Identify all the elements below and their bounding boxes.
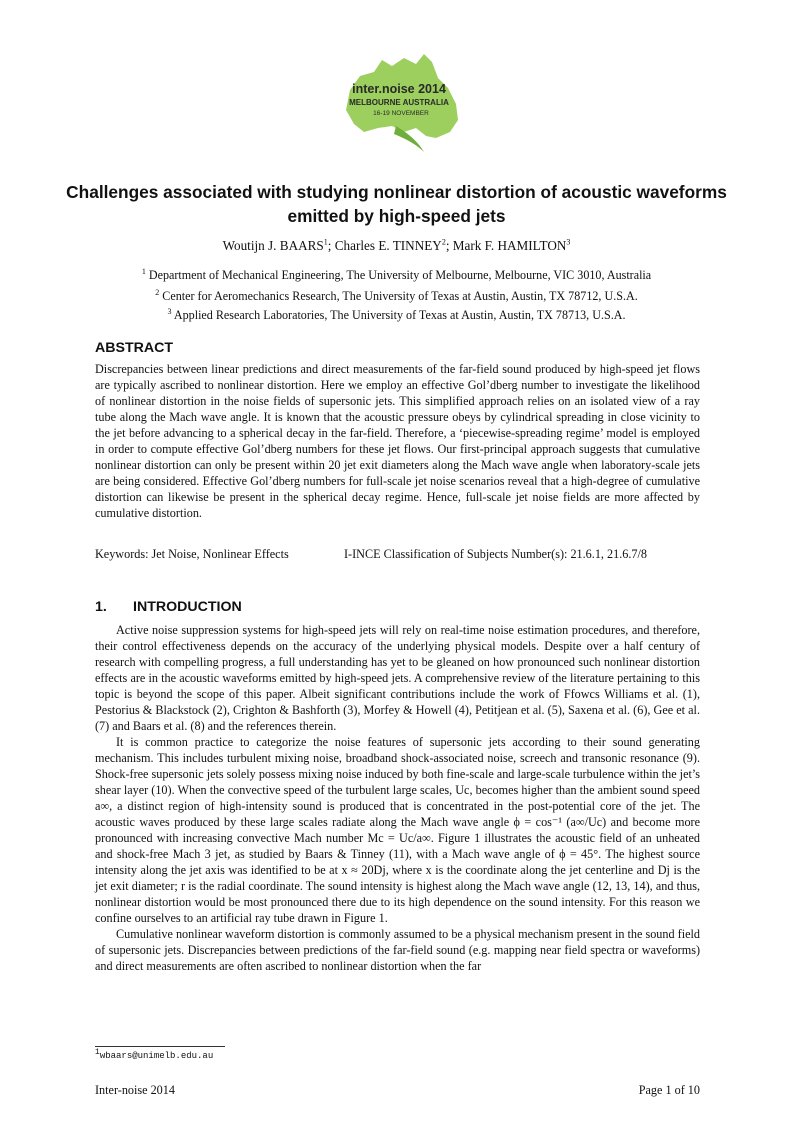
footer-conference: Inter-noise 2014: [95, 1083, 175, 1097]
author-name: Woutijn J. BAARS: [222, 238, 324, 253]
abstract-paragraph: Discrepancies between linear predictions and direct measurements of the far-field sound produced by high-speed jet flows are typically ascribed to nonlinear distortion. Here we employ an effective Gol’dberg number to investigate the likelihood of nonlinear distortion in the noise fields of supersonic jets. This simplified approach relies on an isolated view of a ray tube along the Mach wave angle. It is known that the acoustic pressure obeys by cylindrical spreading in close vicinity to the jet before advancing to a spherical decay in the far-field. Therefore, a ‘piecewise-spreading regime’ model is employed in order to compute effective Gol’dberg numbers for these jet flows. Our first-principal approach suggests that cumulative nonlinear distortion can only be present within 20 jet exit diameters along the Mach wave angle when laboratory-scale jets are being considered. Effective Gol’dberg numbers for full-scale jet noise scenarios reveal that a high-degree of cumulative distortion can likewise be present in the spherical decay regime. Hence, full-scale jet noise fields are more affected by cumulative distortion.: [95, 362, 700, 520]
affiliation-mark: 2: [155, 287, 160, 297]
logo-line-1: inter.noise 2014: [352, 82, 446, 96]
affiliation-text: Center for Aeromechanics Research, The University of Texas at Austin, Austin, TX 78712, U.S.A.: [162, 289, 638, 303]
intro-paragraph-2: It is common practice to categorize the noise features of supersonic jets according to their sound generating mechanism. This includes turbulent mixing noise, broadband shock-associated noise, screech and transonic resonance (9). Shock-free supersonic jets solely possess mixing noise induced by both fine-scale and large-scale turbulence within the jet’s shear layer (10). When the convective speed of the turbulent large scales, Uc, becomes higher than the ambient sound speed a∞, a distinct region of high-intensity sound is produced that is concentrated in the post-potential core of the jet. The acoustic waves produced by these large scales radiate along the Mach wave angle ϕ = cos⁻¹ (a∞/Uc) and become more pronounced with increasing convective Mach number Mc = Uc/a∞. Figure 1 illustrates the acoustic field of an unheated and shock-free Mach 3 jet, as studied by Baars & Tinney (11), with a Mach wave angle of ϕ = 45°. The highest source intensity along the jet axis was identified to be at x ≈ 20Dj, where x is the coordinate along the jet centerline and Dj is the jet exit diameter; r is the radial coordinate. The sound intensity is highest along the Mach wave angle (12, 13, 14), and thus, nonlinear distortion would be most pronounced there due to its high dependence on the sound intensity. For this reason we confine ourselves to an artificial ray tube drawn in Figure 1.: [95, 735, 700, 925]
introduction-body: [95, 622, 700, 974]
affiliation-text: Applied Research Laboratories, The University of Texas at Austin, Austin, TX 78713, U.S.A.: [173, 308, 626, 322]
abstract-heading: ABSTRACT: [95, 340, 174, 356]
keywords-line: [95, 546, 715, 562]
conference-logo: [330, 48, 468, 158]
logo-line-2: MELBOURNE AUSTRALIA: [349, 98, 449, 107]
logo-line-3: 16-19 NOVEMBER: [373, 110, 429, 117]
author-mark: 1: [323, 237, 328, 247]
affiliation-mark: 3: [167, 306, 172, 316]
abstract-body: [95, 361, 700, 521]
keywords-text: Keywords: Jet Noise, Nonlinear Effects: [95, 547, 289, 561]
intro-paragraph-1: Active noise suppression systems for high-speed jets will rely on real-time noise estimation procedures, and therefore, their control effectiveness depends on the accuracy of the underlying physical models. Despite over a half century of research with compelling progress, a full understanding has yet to be gleaned on how pronounced such nonlinear distortion effects are in the acoustic waveforms emitted by high-speed jets. A comprehensive review of the literature pertaining to this topic is beyond the scope of this paper. Albeit significant contributions include the work of Ffowcs Williams et al. (1), Pestorius & Blackstock (2), Crighton & Bashforth (3), Morfey & Howell (4), Petitjean et al. (5), Saxena et al. (6), Gee et al. (7) and Baars et al. (8) and the references therein.: [95, 623, 700, 733]
footnote-mark: 1: [95, 1048, 100, 1057]
author-mark: 2: [441, 237, 446, 247]
section-title: INTRODUCTION: [133, 599, 242, 615]
classification-text: I-INCE Classification of Subjects Number(s): 21.6.1, 21.6.7/8: [344, 547, 647, 561]
author-name: Mark F. HAMILTON: [452, 238, 567, 253]
australia-map-shape: [346, 54, 458, 138]
author-list: Woutijn J. BAARS$^1$; Charles E. TINNEY$^2$; Mark F. HAMILTON$^3$: [222, 237, 571, 253]
footnote: [95, 1048, 214, 1061]
footnote-email: wbaars@unimelb.edu.au: [99, 1051, 214, 1061]
author-mark: 3: [566, 237, 571, 247]
paper-title: Challenges associated with studying nonlinear distortion of acoustic waveforms emitted by high-speed jets: [66, 182, 727, 226]
author-name: Charles E. TINNEY: [334, 238, 442, 253]
footnote-divider: [95, 1046, 225, 1047]
section-number: 1.: [95, 599, 107, 615]
introduction-heading: [95, 598, 242, 616]
affiliation-3: [0, 307, 793, 323]
intro-paragraph-3: Cumulative nonlinear waveform distortion is commonly assumed to be a physical mechanism present in the sound field of supersonic jets. Discrepancies between predictions of the far-field sound (e.g. mapping near field spectra or waveforms) and direct measurements are often ascribed to nonlinear distortion when the far: [95, 927, 700, 973]
affiliation-1: [0, 267, 793, 283]
footer-page-number: Page 1 of 10: [638, 1083, 700, 1097]
affiliation-mark: 1: [141, 266, 146, 276]
affiliation-2: [0, 288, 793, 304]
affiliation-text: Department of Mechanical Engineering, The University of Melbourne, Melbourne, VIC 3010, Australia: [148, 268, 652, 282]
